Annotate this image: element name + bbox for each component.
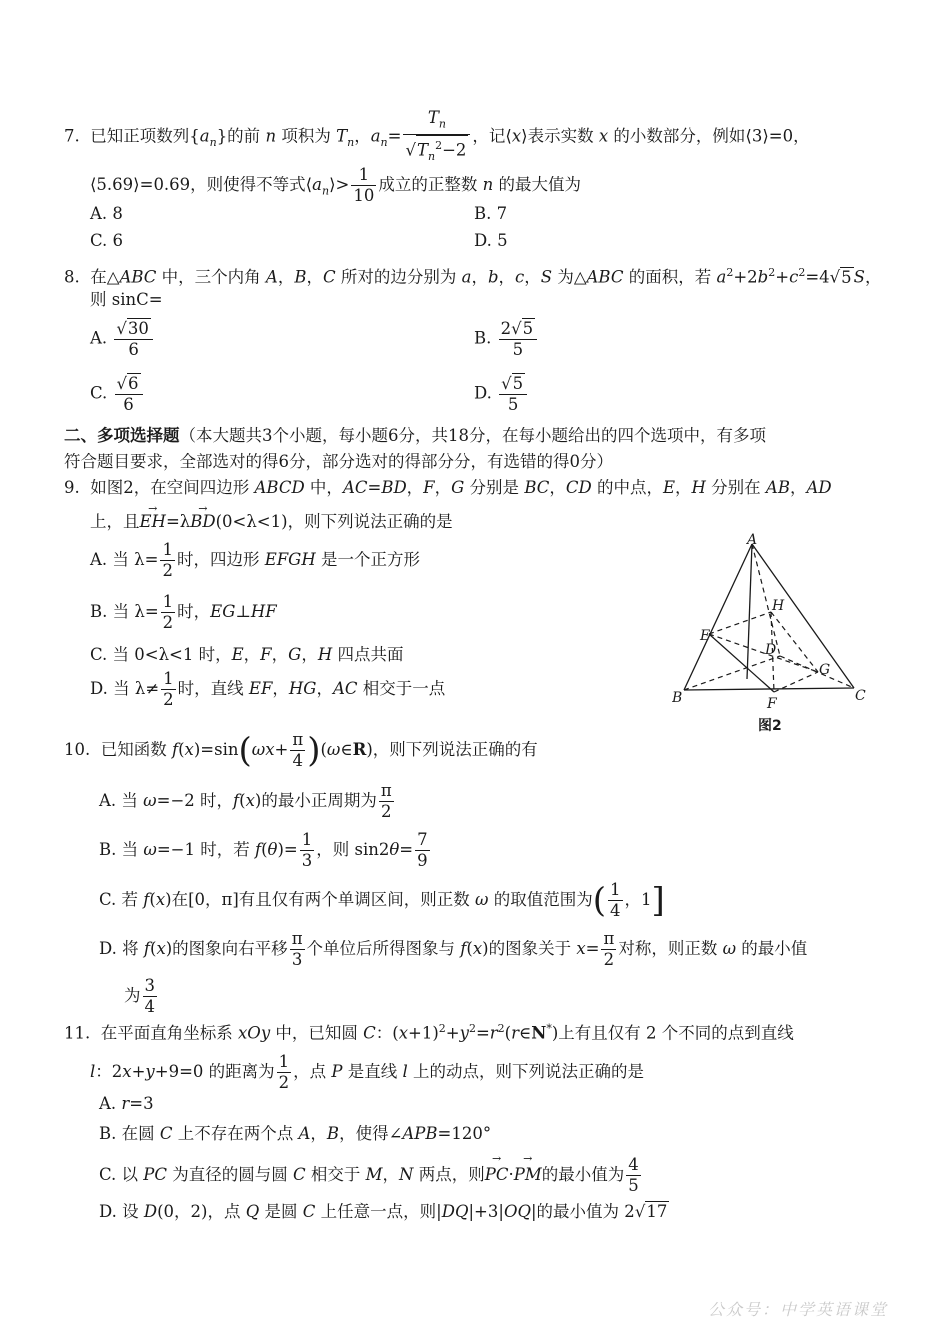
question-8-option-d: D. $\frac{√5}{5}$: [474, 373, 529, 415]
question-9-number: 9.: [64, 478, 80, 497]
question-11-option-c: C. 以 PC 为直径的圆与圆 C 相交于 M，N 两点，则→ PC·→ PM的最小值为 $\frac{4}{5}$: [99, 1155, 643, 1196]
question-7-option-c: C. 6: [90, 231, 124, 250]
edge-ab: [684, 544, 752, 690]
question-10-option-b: B. 当 ω=−1 时，若 f(θ)= $\frac{1}{3}$ ，则 sin2θ= $\frac{7}{9}$: [99, 830, 428, 870]
line-eg: [709, 634, 818, 672]
question-11-option-a: A. r=3: [99, 1094, 154, 1113]
figure-label-f: F: [767, 696, 777, 712]
question-7-number: 7.: [64, 126, 80, 146]
question-10-option-d-line1: D. 将 f(x)的图象向右平移 $\frac{\pi}{3}$ 个单位后所得图象与 f(x)的图象关于 x= $\frac{\pi}{2}$ 对称，则正数 ω 的最小值: [99, 929, 808, 969]
question-7-stem-line1: 7. 已知正项数列$\{a_n\}$的前 n 项积为 $T_n$，$a_n=$ $\frac{T_n}{√T_n^2-2}$ ，记⟨x⟩表示实数 x 的小数部分，例如⟨3⟩=0，: [64, 108, 810, 166]
question-7-stem-line2: ⟨5.69⟩=0.69，则使得不等式$⟨a_n⟩>$ $\frac{1}{10}$ 成立的正整数 n 的最大值为: [90, 165, 581, 205]
question-11-option-b: B. 在圆 C 上不存在两个点 A，B，使得∠APB=120°: [99, 1124, 492, 1143]
question-11-option-d: D. 设 D(0，2)，点 Q 是圆 C 上任意一点，则|DQ|+3|OQ|的最小值为 2√17: [99, 1202, 668, 1221]
question-10-stem: 10. 已知函数 f(x)=sin(ωx+ $\frac{\pi}{4}$ )(ω∈R)，则下列说法正确的有: [64, 730, 538, 771]
section-2-heading: [64, 425, 766, 447]
figure-2-caption: 图2: [758, 718, 782, 734]
question-7-option-b: B. 7: [474, 204, 508, 223]
question-9-stem-line2: 上，且→ EH=λ→ BD(0<λ<1)，则下列说法正确的是: [90, 511, 453, 533]
question-9-option-c: C. 当 0<λ<1 时，E，F，G，H 四点共面: [90, 645, 404, 664]
question-8-stem-line1: 8. 在△ABC 中，三个内角 A，B，C 所对的边分别为 a，b，c，S 为△ABC 的面积，若 $a^2+2b^2+c^2=4√5$ S，: [64, 266, 882, 287]
question-8-number: 8.: [64, 267, 80, 287]
question-11-stem-line2: l：2x+y+9=0 的距离为 $\frac{1}{2}$ ，点 P 是直线 l 上的动点，则下列说法正确的是: [90, 1052, 645, 1092]
watermark: 公众号：中学英语课堂: [707, 1300, 888, 1319]
figure-2-tetrahedron: [672, 532, 877, 742]
question-8-option-a: A. $\frac{√30}{6}$: [90, 318, 155, 360]
question-9-option-d: D. 当 λ≠ $\frac{1}{2}$ 时，直线 EF，HG，AC 相交于一点: [90, 669, 446, 709]
line-hg: [771, 612, 818, 672]
question-8-stem-line2: 则 sinC=: [90, 290, 163, 309]
section-2-title: 二、多项选择题: [64, 426, 180, 445]
question-10-number: 10.: [64, 740, 91, 759]
figure-label-g: G: [819, 662, 831, 678]
question-9-option-a: A. 当 λ= $\frac{1}{2}$ 时，四边形 EFGH 是一个正方形: [90, 540, 421, 580]
section-2-desc-line2: 符合题目要求，全部选对的得6分，部分选对的得部分分，有选错的得0分）: [64, 452, 613, 471]
question-7-option-a: A. 8: [90, 204, 123, 223]
question-10-option-a: A. 当 ω=−2 时，f(x)的最小正周期为 $\frac{\pi}{2}$: [99, 781, 392, 821]
question-11-number: 11.: [64, 1023, 91, 1043]
question-7-option-d: D. 5: [474, 231, 508, 250]
question-9-option-b: B. 当 λ= $\frac{1}{2}$ 时，EG⊥HF: [90, 592, 277, 632]
figure-label-e: E: [700, 628, 711, 644]
question-10-option-c: C. 若 f(x)在[0，π]有且仅有两个单调区间，则正数 ω 的取值范围为( $\frac{1}{4}$ ，1]: [99, 880, 665, 921]
question-10-option-d-line2: 为 $\frac{3}{4}$: [124, 976, 155, 1016]
figure-label-d: D: [765, 642, 777, 658]
figure-label-a: A: [747, 532, 758, 548]
question-11-stem-line1: 11. 在平面直角坐标系 xOy 中，已知圆 C：$(x+1)^2+y^2=r^2(r\in N^*)$上有且仅有 2 个不同的点到直线: [64, 1022, 794, 1043]
figure-label-h: H: [772, 598, 785, 614]
question-9-stem-line1: 9. 如图2，在空间四边形 ABCD 中，AC=BD，F，G 分别是 BC，CD 的中点，E，H 分别在 AB，AD: [64, 478, 832, 497]
figure-label-b: B: [672, 690, 683, 706]
question-8-option-c: C. $\frac{√6}{6}$: [90, 373, 145, 415]
line-af-front: [747, 544, 752, 679]
question-8-option-b: B. $\frac{2√5}{5}$: [474, 318, 539, 360]
section-2-desc-line1: （本大题共3个小题，每小题6分，共18分，在每小题给出的四个选项中，有多项: [179, 426, 766, 445]
figure-label-c: C: [855, 688, 866, 704]
